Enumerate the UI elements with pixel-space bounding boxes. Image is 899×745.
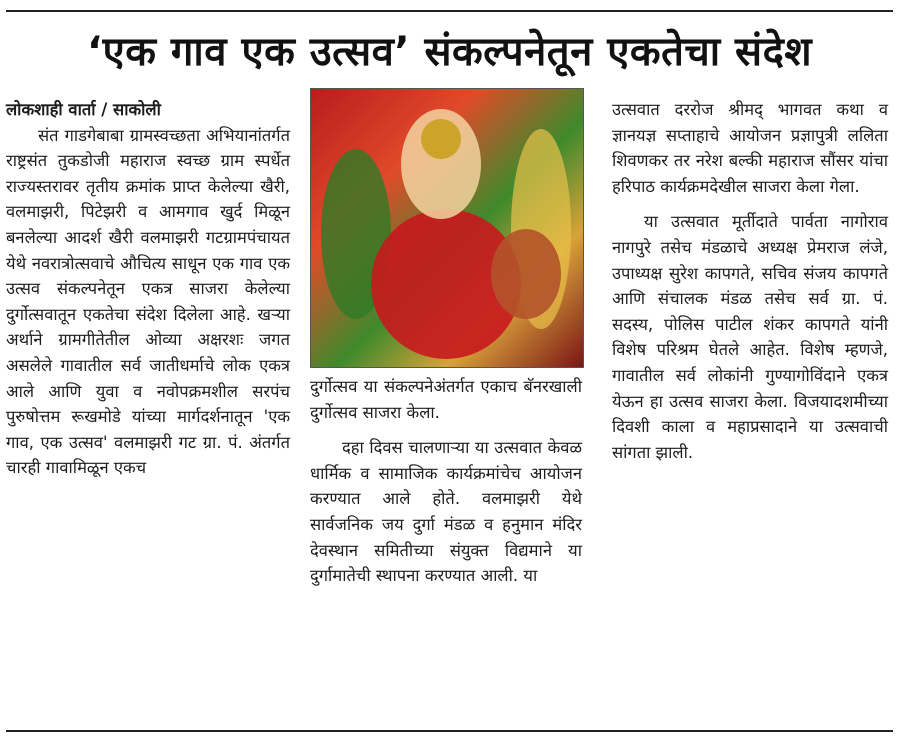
paragraph: या उत्सवात मूर्तीदाते पार्वता नागोराव नागपुरे तसेच मंडळाचे अध्यक्ष प्रेमराज लंजे, उपाध्यक्ष सुरेश कापगते, सचिव संजय कापगते आणि संचालक मंडळ तसेच सर्व ग्रा. पं. सदस्य, पोलिस पाटील शंकर कापगते यांनी विशेष परिश्रम घेतले आहेत. विशेष म्हणजे, गावातील सर्व लोकांनी गुण्यागोविंदाने एकत्र येऊन हा उत्सव साजरा केला. विजयादशमीच्या दिवशी काला व महाप्रसादाने या उत्सवाची सांगता झाली. bbox=[612, 212, 888, 462]
article-column-2 bbox=[310, 374, 582, 599]
top-rule bbox=[6, 10, 893, 12]
paragraph: दुर्गोत्सव या संकल्पनेअंतर्गत एकाच बॅनरखाली दुर्गोत्सव साजरा केला. bbox=[310, 377, 582, 422]
paragraph: संत गाडगेबाबा ग्रामस्वच्छता अभियानांतर्गत राष्ट्रसंत तुकडोजी महाराज स्वच्छ ग्राम स्पर्धेत राज्यस्तरावर तृतीय क्रमांक प्राप्त केलेल्या खैरी, वलमाझरी, पिटेझरी व आमगाव खुर्द मिळून बनलेल्या आदर्श खैरी वलमाझरी गटग्रामपंचायत येथे नवरात्रोत्सवाचे औचित्य साधून एक गाव एक उत्सव संकल्पनेतून एकत्र साजरा केलेल्या दुर्गोत्सवातून एकतेचा संदेश दिलेला आहे. खऱ्या अर्थाने ग्रामगीतेतील ओव्या अक्षरशः जगत असलेले गावातील सर्व जातीधर्माचे लोक एकत्र आले आणि युवा व नवोपक्रमशील सरपंच पुरुषोत्तम रूखमोडे यांच्या मार्गदर्शनातून 'एक गाव, एक उत्सव' वलमाझरी गट ग्रा. पं. अंतर्गत चारही गावामिळून एकच bbox=[6, 125, 290, 478]
paragraph: दहा दिवस चालणाऱ्या या उत्सवात केवळ धार्मिक व सामाजिक कार्यक्रमांचेच आयोजन करण्यात आले होते. वलमाझरी येथे सार्वजनिक जय दुर्गा मंडळ व हनुमान मंदिर देवस्थान समितीच्या संयुक्त विद्यमाने या दुर्गामातेची स्थापना करण्यात आली. या bbox=[310, 438, 582, 586]
dateline: लोकशाही वार्ता / साकोली bbox=[6, 100, 161, 119]
paragraph: उत्सवात दररोज श्रीमद् भागवत कथा व ज्ञानयज्ञ सप्ताहाचे आयोजन प्रज्ञापुत्री ललिता शिवणकर तर नरेश बल्की महाराज सौंसर यांचा हरिपाठ कार्यक्रमदेखील साजरा केला गेला. bbox=[612, 100, 888, 196]
article-column-3 bbox=[612, 97, 888, 475]
bottom-rule bbox=[6, 730, 893, 732]
durga-idol-photo bbox=[310, 88, 584, 368]
article-column-1 bbox=[6, 97, 290, 491]
headline: ‘एक गाव एक उत्सव’ संकल्पनेतून एकतेचा संदेश bbox=[86, 29, 813, 75]
